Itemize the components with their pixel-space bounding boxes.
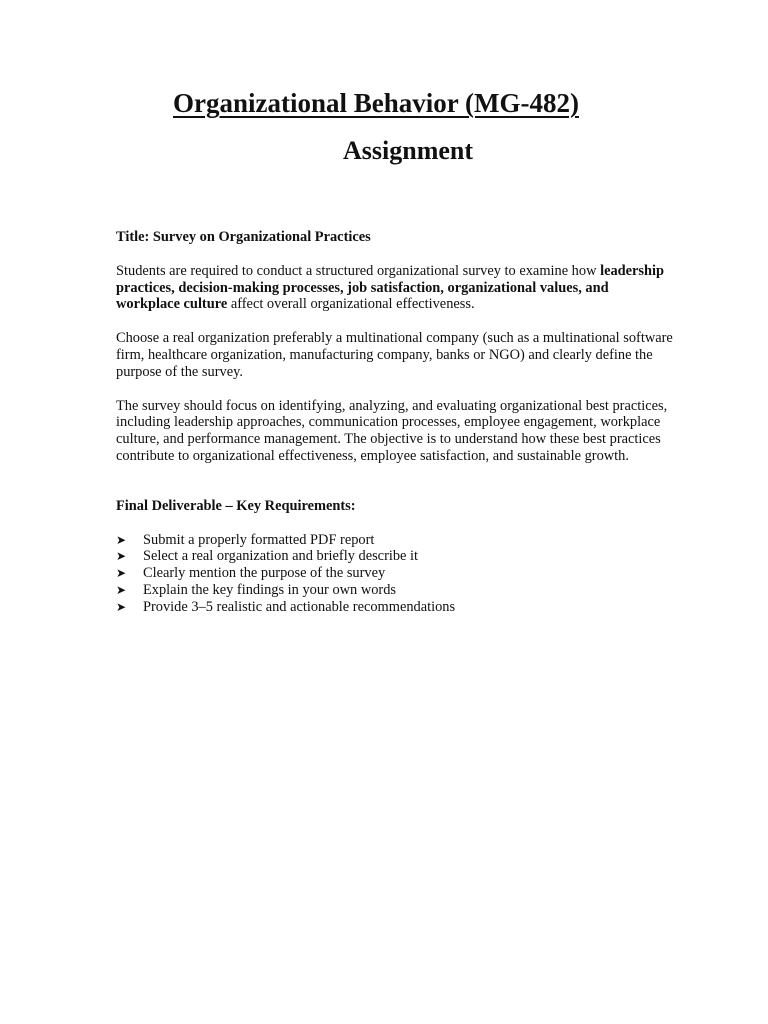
intro-text-before: Students are required to conduct a structured organizational survey to examine how — [116, 262, 601, 279]
assignment-title: Title: Survey on Organizational Practices — [116, 229, 371, 245]
list-item — [116, 599, 676, 616]
arrowhead-bullet-icon: ➤ — [116, 582, 127, 597]
organization-paragraph: Choose a real organization preferably a multinational company (such as a multinational software firm, healthcare organization, manufacturing company, banks or NGO) and clearly define the purpose of the survey. — [116, 330, 673, 380]
focus-paragraph: The survey should focus on identifying, analyzing, and evaluating organizational best practices, including leadership approaches, communication processes, employee engagement, workplace culture, and performance management. The objective is to understand how these best practices contribute to organizational effectiveness, employee satisfaction, and sustainable growth. — [116, 397, 668, 464]
list-item-text: Clearly mention the purpose of the survey — [143, 565, 386, 582]
arrowhead-bullet-icon: ➤ — [116, 599, 127, 614]
intro-text-after: affect overall organizational effectiveness. — [227, 296, 475, 313]
intro-paragraph — [116, 263, 676, 313]
intro-text-bold: leadership practices, decision-making processes, job satisfaction, organizational values, and workplace culture — [116, 262, 665, 313]
list-item-text: Submit a properly formatted PDF report — [143, 531, 375, 548]
list-item — [116, 582, 676, 599]
course-title: Organizational Behavior (MG-482) — [173, 88, 579, 118]
list-item — [116, 565, 676, 582]
arrowhead-bullet-icon: ➤ — [116, 549, 127, 564]
assignment-subtitle: Assignment — [343, 136, 474, 165]
arrowhead-bullet-icon: ➤ — [116, 532, 127, 547]
document-body — [116, 229, 676, 616]
list-item — [116, 532, 676, 549]
list-item — [116, 548, 676, 565]
list-item-text: Select a real organization and briefly describe it — [143, 548, 419, 565]
list-item-text: Provide 3–5 realistic and actionable recommendations — [143, 598, 456, 615]
arrowhead-bullet-icon: ➤ — [116, 566, 127, 581]
requirements-list — [116, 532, 676, 616]
list-item-text: Explain the key findings in your own words — [143, 581, 397, 598]
deliverables-heading: Final Deliverable – Key Requirements: — [116, 497, 356, 514]
